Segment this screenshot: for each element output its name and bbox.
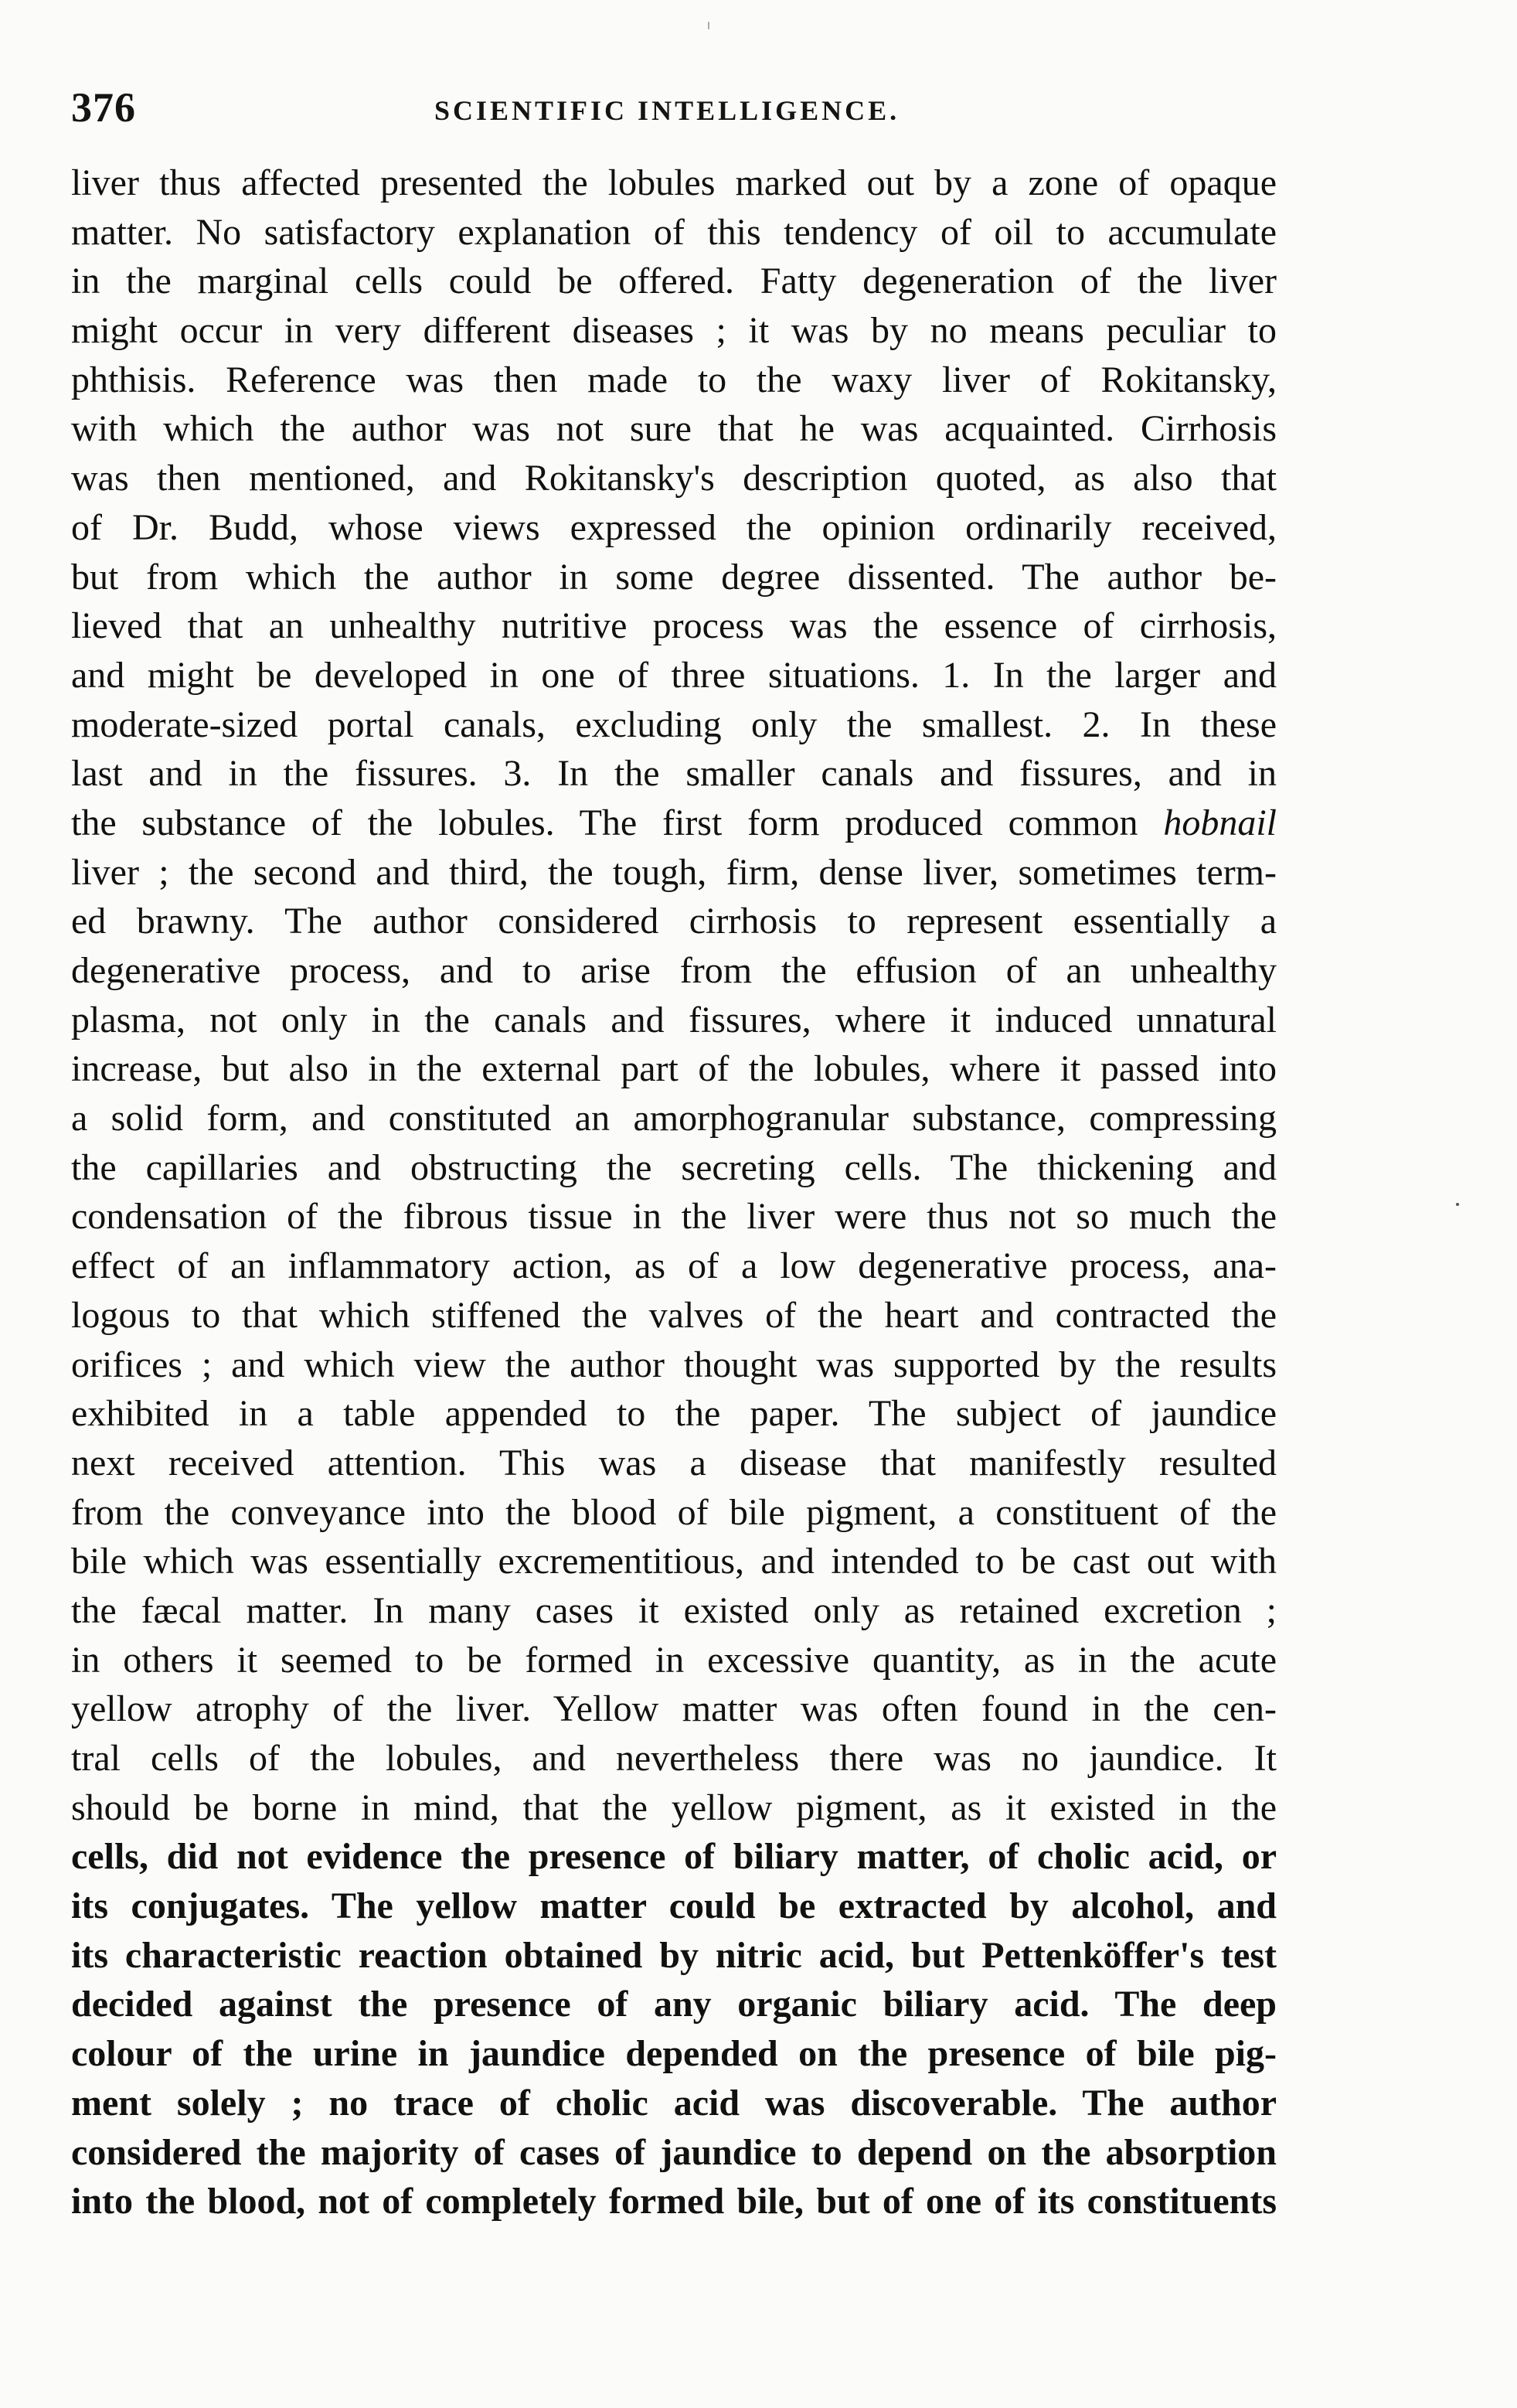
text-line: decided against the presence of any organic biliary acid. The deep <box>71 1984 1277 2025</box>
text-line: of Dr. Budd, whose views expressed the opinion ordinarily received, <box>71 506 1277 548</box>
text-line: tral cells of the lobules, and nevertheless there was no jaundice. It <box>71 1738 1277 1779</box>
text-line: the fæcal matter. In many cases it existed only as retained excretion ; <box>71 1589 1277 1631</box>
text-line: into the blood, not of completely formed bile, but of one of its constituents <box>71 2181 1277 2222</box>
running-head: SCIENTIFIC INTELLIGENCE. <box>434 95 900 126</box>
text-line: should be borne in mind, that the yellow pigment, as it existed in the <box>71 1786 1277 1828</box>
text-line: lieved that an unhealthy nutritive process was the essence of cirrhosis, <box>71 605 1277 647</box>
page-number: 376 <box>71 84 136 131</box>
text-line: with which the author was not sure that he was acquainted. Cirrhosis <box>71 408 1277 450</box>
text-line: exhibited in a table appended to the paper. The subject of jaundice <box>71 1393 1277 1435</box>
text-line: yellow atrophy of the liver. Yellow matter was often found in the cen- <box>71 1688 1277 1730</box>
text-line: orifices ; and which view the author thought was supported by the results <box>71 1344 1277 1385</box>
text-line: its characteristic reaction obtained by nitric acid, but Pettenköffer's test <box>71 1934 1277 1976</box>
text-line: cells, did not evidence the presence of biliary matter, of cholic acid, or <box>71 1836 1277 1878</box>
paper-speck <box>708 22 709 29</box>
text-line: ed brawny. The author considered cirrhosis to represent essentially a <box>71 901 1277 942</box>
text-line: was then mentioned, and Rokitansky's description quoted, as also that <box>71 458 1277 499</box>
body-text <box>71 158 1277 2226</box>
text-line: from the conveyance into the blood of bile pigment, a constituent of the <box>71 1491 1277 1533</box>
text-line: increase, but also in the external part of the lobules, where it passed into <box>71 1048 1277 1090</box>
text-line: a solid form, and constituted an amorphogranular substance, compressing <box>71 1098 1277 1139</box>
text-line: logous to that which stiffened the valves of the heart and contracted the <box>71 1294 1277 1336</box>
text-line: condensation of the fibrous tissue in the liver were thus not so much the <box>71 1196 1277 1238</box>
text-line: effect of an inflammatory action, as of a low degenerative process, ana- <box>71 1245 1277 1287</box>
italic-word-hobnail: hobnail <box>1163 802 1277 843</box>
page-header <box>71 83 1277 145</box>
text-line: last and in the fissures. 3. In the smaller canals and fissures, and in <box>71 753 1277 795</box>
text-line: bile which was essentially excrementitious, and intended to be cast out with <box>71 1541 1277 1582</box>
text-line: but from which the author in some degree dissented. The author be- <box>71 556 1277 598</box>
text-line: liver ; the second and third, the tough, firm, dense liver, sometimes term- <box>71 851 1277 893</box>
text-line: might occur in very different diseases ; it was by no means peculiar to <box>71 310 1277 352</box>
text-line: the capillaries and obstructing the secreting cells. The thickening and <box>71 1146 1277 1188</box>
text-line: considered the majority of cases of jaundice to depend on the absorption <box>71 2131 1277 2173</box>
text-line: its conjugates. The yellow matter could be extracted by alcohol, and <box>71 1885 1277 1927</box>
text-line-segment: the substance of the lobules. The first form produced common <box>71 802 1164 843</box>
text-line: colour of the urine in jaundice depended on the presence of bile pig- <box>71 2033 1277 2075</box>
text-line-hobnail <box>71 799 1277 848</box>
text-line: plasma, not only in the canals and fissures, where it induced unnatural <box>71 999 1277 1041</box>
paper-speck <box>1456 1203 1459 1206</box>
text-line: matter. No satisfactory explanation of this tendency of oil to accumulate <box>71 211 1277 253</box>
text-line: in others it seemed to be formed in excessive quantity, as in the acute <box>71 1639 1277 1681</box>
text-line: and might be developed in one of three situations. 1. In the larger and <box>71 654 1277 696</box>
text-line: liver thus affected presented the lobules marked out by a zone of opaque <box>71 162 1277 203</box>
text-line: moderate-sized portal canals, excluding only the smallest. 2. In these <box>71 703 1277 745</box>
text-line: phthisis. Reference was then made to the waxy liver of Rokitansky, <box>71 359 1277 400</box>
text-line: degenerative process, and to arise from the effusion of an unhealthy <box>71 950 1277 991</box>
text-line: next received attention. This was a disease that manifestly resulted <box>71 1442 1277 1483</box>
text-line: ment solely ; no trace of cholic acid was discoverable. The author <box>71 2082 1277 2124</box>
text-line: in the marginal cells could be offered. Fatty degeneration of the liver <box>71 261 1277 302</box>
